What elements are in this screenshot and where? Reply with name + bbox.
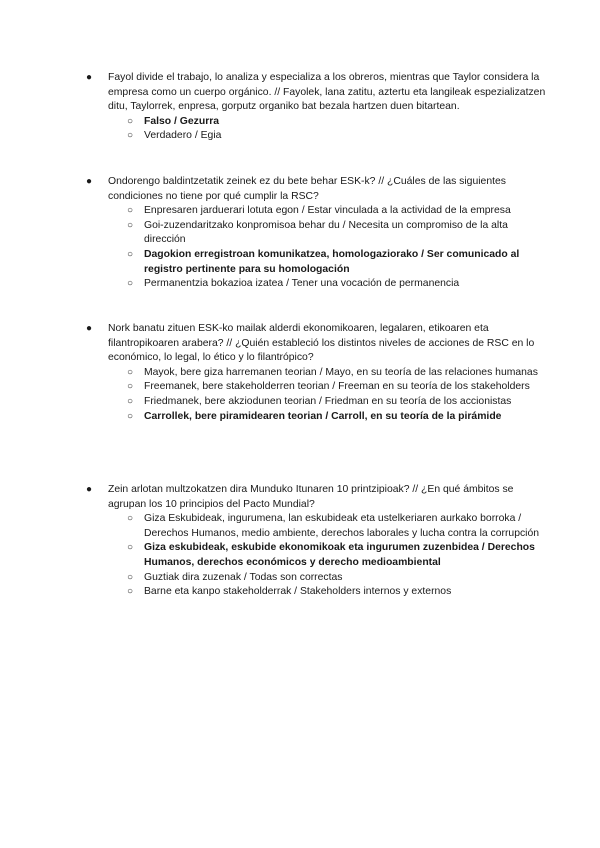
circle-bullet-icon: ○ [127, 115, 134, 127]
bullet-icon: ● [86, 484, 93, 495]
option-item [86, 395, 546, 410]
options-list [86, 366, 546, 424]
option-item [86, 115, 546, 130]
option-text: Goi-zuzendaritzako konpromisoa behar du / Necesita un compromiso de la alta dirección [144, 219, 508, 246]
option-item [86, 380, 546, 395]
question-1 [86, 71, 546, 144]
option-text: Enpresaren jarduerari lotuta egon / Estar vinculada a la actividad de la empresa [144, 205, 511, 217]
bullet-icon: ● [86, 176, 93, 187]
options-list [86, 512, 546, 600]
question-text: Ondorengo baldintzetatik zeinek ez du bete behar ESK-k? // ¿Cuáles de las siguientes condiciones no tiene por qué cumplir la RSC? [108, 176, 506, 202]
option-text: Falso / Gezurra [144, 115, 220, 127]
question-text: Zein arlotan multzokatzen dira Munduko Itunaren 10 printzipioak? // ¿En qué ámbitos se agrupan los 10 principios del Pacto Mundial? [108, 484, 514, 510]
option-text: Giza eskubideak, eskubide ekonomikoak eta ingurumen zuzenbidea / Derechos Humanos, derechos económicos y derecho medioambiental [144, 542, 535, 568]
option-text: Guztiak dira zuzenak / Todas son correctas [144, 571, 343, 583]
bullet-icon: ● [86, 323, 93, 334]
circle-bullet-icon: ○ [127, 219, 134, 231]
option-item [86, 204, 546, 219]
option-text: Carrollek, bere piramidearen teorian / Carroll, en su teoría de la pirámide [144, 410, 502, 422]
option-item [86, 248, 546, 277]
option-item [86, 541, 546, 570]
option-item [86, 219, 546, 248]
circle-bullet-icon: ○ [127, 381, 134, 393]
option-item [86, 129, 546, 144]
option-item [86, 585, 546, 600]
option-text: Giza Eskubideak, ingurumena, lan eskubideak eta ustelkeriaren aurkako borroka / Derechos Humanos, medio ambiente, derechos laborales y lucha contra la corrupción [144, 513, 540, 539]
circle-bullet-icon: ○ [127, 130, 134, 142]
circle-bullet-icon: ○ [127, 395, 134, 407]
circle-bullet-icon: ○ [127, 586, 134, 598]
option-text: Barne eta kanpo stakeholderrak / Stakeholders internos y externos [144, 586, 452, 598]
option-text: Verdadero / Egia [144, 130, 222, 142]
question-text: Nork banatu zituen ESK-ko mailak alderdi ekonomikoaren, legalaren, etikoaren eta filantropikoaren arabera? // ¿Quién estableció los distintos niveles de acciones de RSC en lo económico, lo legal, lo ético y lo filantrópico? [108, 323, 535, 364]
option-text: Mayok, bere giza harremanen teorian / Mayo, en su teoría de las relaciones humanas [144, 366, 538, 378]
bullet-icon: ● [86, 72, 93, 83]
options-list [86, 204, 546, 292]
circle-bullet-icon: ○ [127, 248, 134, 260]
option-item [86, 277, 546, 292]
option-item [86, 512, 546, 541]
circle-bullet-icon: ○ [127, 278, 134, 290]
circle-bullet-icon: ○ [127, 205, 134, 217]
question-2 [86, 175, 546, 292]
question-3 [86, 322, 546, 424]
option-item [86, 410, 546, 425]
option-item [86, 571, 546, 586]
option-text: Freemanek, bere stakeholderren teorian / Freeman en su teoría de los stakeholders [144, 381, 530, 393]
options-list [86, 115, 546, 144]
circle-bullet-icon: ○ [127, 542, 134, 554]
option-item [86, 366, 546, 381]
circle-bullet-icon: ○ [127, 513, 134, 525]
question-text: Fayol divide el trabajo, lo analiza y especializa a los obreros, mientras que Taylor considera la empresa como un cuerpo orgánico. // Fayolek, lana zatitu, aztertu eta langileak espezializatzen ditu, Taylorrek, enpresa, gorputz organiko bat bezala hartzen duen bitartean. [108, 72, 546, 113]
option-text: Dagokion erregistroan komunikatzea, homologaziorako / Ser comunicado al registro pertinente para su homologación [144, 248, 520, 275]
circle-bullet-icon: ○ [127, 366, 134, 378]
circle-bullet-icon: ○ [127, 571, 134, 583]
option-text: Friedmanek, bere akziodunen teorian / Friedman en su teoría de los accionistas [144, 395, 512, 407]
circle-bullet-icon: ○ [127, 410, 134, 422]
option-text: Permanentzia bokazioa izatea / Tener una vocación de permanencia [144, 278, 460, 290]
question-4 [86, 483, 546, 600]
